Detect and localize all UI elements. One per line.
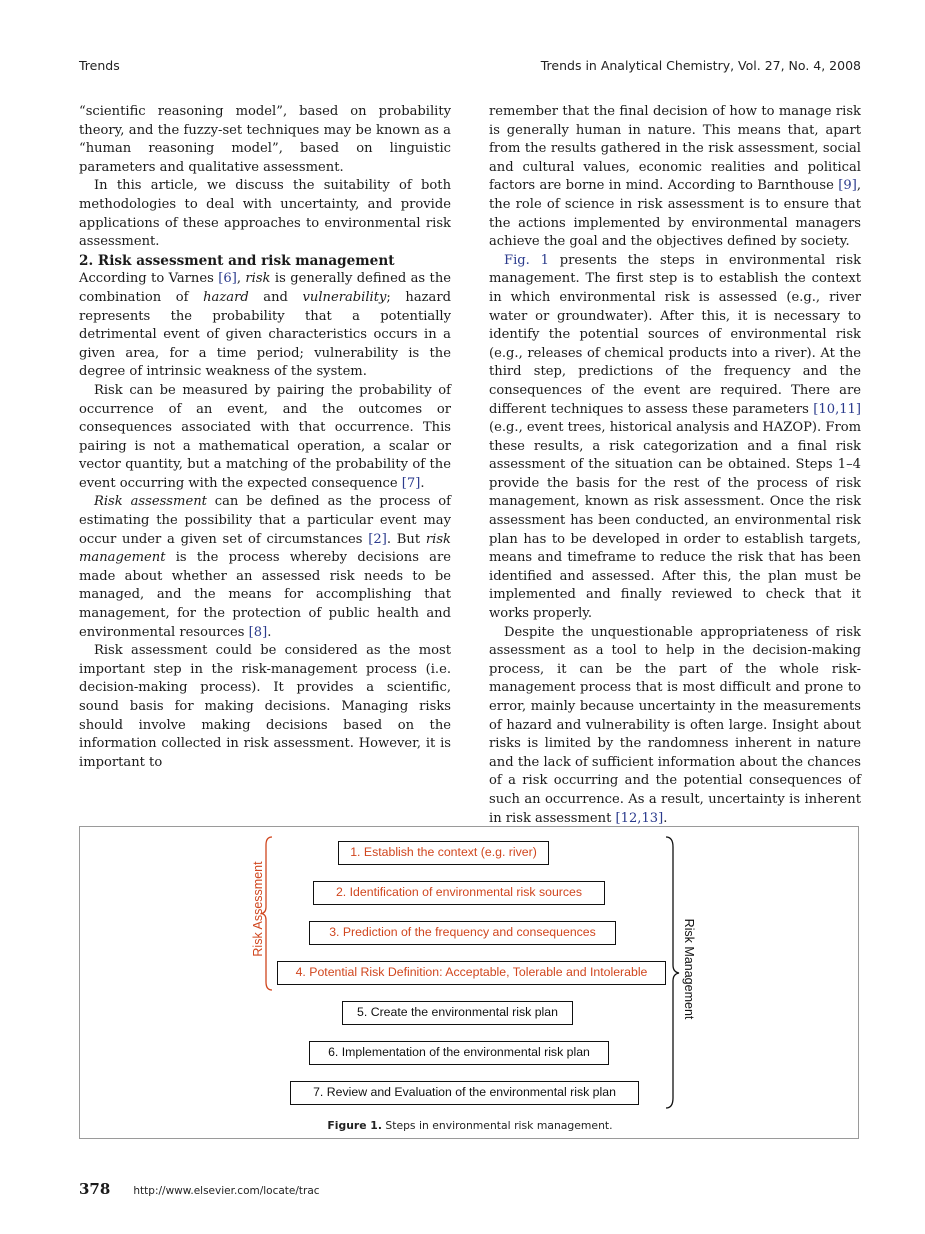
figure-caption: Figure 1. Steps in environmental risk management. (327, 1119, 613, 1132)
paragraph: Fig. 1 presents the steps in environmental risk management. The first step is to establish the context in which environmental risk is assessed (e.g., river water or groundwater). After this, it is necessary to identify the potential sources of environmental risk (e.g., releases of chemical products into a river). At the third step, predictions of the frequency and the consequences of the event are required. There are different techniques to assess these parameters [10,11] (e.g., event trees, historical analysis and HAZOP). From these results, a risk categorization and a final risk assessment of the situation can be obtained. Steps 1–4 provide the basis for the rest of the process of risk management, known as risk assessment. Once the risk assessment has been conducted, an environmental risk plan has to be developed in order to establish targets, means and timeframe to reduce the risk that has been identified and assessed. After this, the plan must be implemented and finally reviewed to check that it works properly. (489, 252, 862, 622)
step-box-6: 6. Implementation of the environmental risk plan (309, 1041, 609, 1065)
paragraph: Despite the unquestionable appropriateness of risk assessment as a tool to help in the decision-making process, it can be the part of the whole risk-management process that is most difficult and prone to error, mainly because uncertainty in the measurements of hazard and vulnerability is often large. Insight about risks is limited by the randomness inherent in nature and the lack of sufficient information about the chances of a risk occurring and the potential consequences of such an occurrence. As a result, uncertainty is inherent in risk assessment [12,13]. (489, 624, 861, 826)
step-box-4: 4. Potential Risk Definition: Acceptable, Tolerable and Intolerable (277, 961, 666, 985)
running-head-left: Trends (79, 58, 120, 73)
risk-assessment-label: Risk Assessment (251, 861, 265, 957)
left-column (79, 103, 451, 772)
citation-link[interactable]: [8] (248, 624, 268, 640)
paragraph: According to Varnes [6], risk is generally defined as the combination of hazard and vulnerability; hazard represents the probability that a potentially detrimental event of given characteristics occurs in a given area, for a time period; vulnerability is the degree of intrinsic weakness of the system. (79, 271, 451, 380)
page-footer (79, 1179, 320, 1198)
citation-link[interactable]: [6] (218, 271, 237, 287)
step-box-2: 2. Identification of environmental risk sources (313, 881, 605, 905)
paragraph: Risk can be measured by pairing the probability of occurrence of an event, and the outcomes or consequences associated with that occurrence. This pairing is not a mathematical operation, a scalar or vector quantity, but a matching of the probability of the event occurring with the expected consequence [7]. (79, 382, 451, 491)
right-column (489, 103, 861, 828)
citation-link[interactable]: [10,11] (813, 401, 861, 417)
running-head-right: Trends in Analytical Chemistry, Vol. 27, No. 4, 2008 (540, 58, 861, 73)
step-box-7: 7. Review and Evaluation of the environmental risk plan (290, 1081, 639, 1105)
step-box-3: 3. Prediction of the frequency and consequences (309, 921, 616, 945)
paragraph: Risk assessment can be defined as the process of estimating the possibility that a particular event may occur under a given set of circumstances [2]. But risk management is the process whereby decisions are made about whether an assessed risk needs to be managed, and the means for accomplishing that management, for the protection of public health and environmental resources [8]. (79, 494, 451, 640)
step-box-1: 1. Establish the context (e.g. river) (338, 841, 549, 865)
citation-link[interactable]: [2] (368, 531, 387, 547)
section-heading: 2. Risk assessment and risk management (79, 252, 395, 269)
paragraph: “scientific reasoning model”, based on probability theory, and the fuzzy-set techniques may be known as a “human reasoning model”, based on linguistic parameters and qualitative assessment. (79, 104, 451, 175)
paragraph: In this article, we discuss the suitability of both methodologies to deal with uncertainty, and provide applications of these approaches to environmental risk assessment. (79, 178, 451, 250)
citation-link[interactable]: [9] (838, 178, 857, 194)
figure-1 (79, 826, 859, 1139)
figure-link[interactable]: Fig. 1 (504, 252, 549, 268)
paragraph: Risk assessment could be considered as the most important step in the risk-management process (i.e. decision-making process). It provides a scientific, sound basis for making decisions. Managing risks should involve making decisions based on the information collected in risk assessment. However, it is important to (79, 643, 451, 770)
page-number: 378 (79, 1180, 111, 1198)
risk-management-label: Risk Management (682, 918, 696, 1020)
citation-link[interactable]: [12,13] (615, 810, 664, 826)
right-brace-icon (664, 835, 682, 1110)
step-box-5: 5. Create the environmental risk plan (342, 1001, 573, 1025)
journal-url[interactable]: http://www.elsevier.com/locate/trac (133, 1185, 320, 1197)
citation-link[interactable]: [7] (401, 475, 421, 491)
paragraph: remember that the final decision of how to manage risk is generally human in nature. This means that, apart from the results gathered in the risk assessment, social and cultural values, economic realities and political factors are borne in mind. According to Barnthouse [9], the role of science in risk assessment is to ensure that the actions implemented by environmental managers achieve the goal and the objectives defined by society. (489, 104, 861, 250)
